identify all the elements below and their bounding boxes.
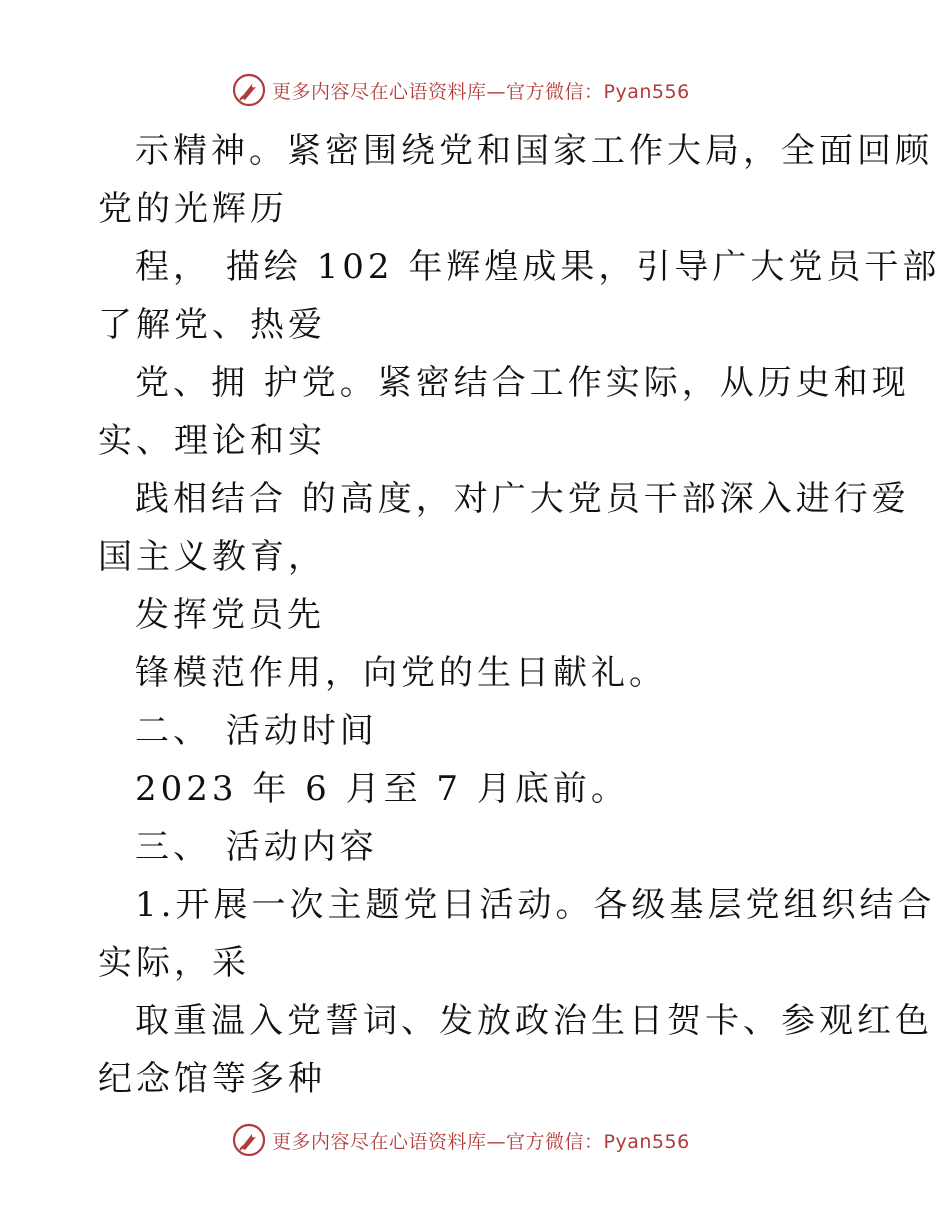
header-watermark-text: 更多内容尽在心语资料库—官方微信：Pyan556 xyxy=(272,80,690,103)
footer-watermark-text: 更多内容尽在心语资料库—官方微信：Pyan556 xyxy=(272,1130,690,1153)
section-heading xyxy=(98,702,858,760)
line-text: 二、 活动时间 xyxy=(135,711,378,751)
text-line xyxy=(98,644,858,702)
line-text: 示精神。紧密围绕党和国家工作大局，全面回顾 xyxy=(135,131,933,171)
line-text: 三、 活动内容 xyxy=(135,827,378,867)
line-text: 了解党、热爱 xyxy=(98,305,326,345)
line-text: 践相结合 的高度，对广大党员干部深入进行爱 xyxy=(135,479,910,519)
line-text: 取重温入党誓词、发放政治生日贺卡、参观红色 xyxy=(135,1001,933,1041)
line-text: 党、拥 护党。紧密结合工作实际，从历史和现 xyxy=(135,363,910,403)
text-line xyxy=(98,238,941,296)
line-text: 锋模范作用，向党的生日献礼。 xyxy=(135,653,667,693)
text-line xyxy=(98,1050,858,1108)
text-line xyxy=(98,760,858,818)
text-line xyxy=(98,122,933,180)
line-text: 国主义教育， xyxy=(98,537,326,577)
header-watermark xyxy=(232,72,690,108)
text-line xyxy=(98,876,936,934)
line-text: 程， 描绘 102 年辉煌成果，引导广大党员干部 xyxy=(135,247,941,287)
text-line xyxy=(98,586,858,644)
text-line xyxy=(98,934,858,992)
line-text: 党的光辉历 xyxy=(98,189,288,229)
line-text: 实、理论和实 xyxy=(98,421,326,461)
text-line xyxy=(98,992,933,1050)
pen-nib-logo-icon xyxy=(232,1123,266,1157)
line-text: 纪念馆等多种 xyxy=(98,1059,326,1099)
text-line xyxy=(98,412,858,470)
text-line xyxy=(98,354,910,412)
footer-watermark xyxy=(232,1122,690,1158)
pen-nib-logo-icon xyxy=(232,73,266,107)
text-line xyxy=(98,470,910,528)
document-body xyxy=(98,122,941,1108)
text-line xyxy=(98,528,858,586)
line-text: 实际，采 xyxy=(98,943,250,983)
line-text: 1.开展一次主题党日活动。各级基层党组织结合 xyxy=(135,885,936,925)
line-text: 发挥党员先 xyxy=(135,595,325,635)
text-line xyxy=(98,296,858,354)
line-text: 2023 年 6 月至 7 月底前。 xyxy=(135,769,629,809)
section-heading xyxy=(98,818,858,876)
text-line xyxy=(98,180,858,238)
